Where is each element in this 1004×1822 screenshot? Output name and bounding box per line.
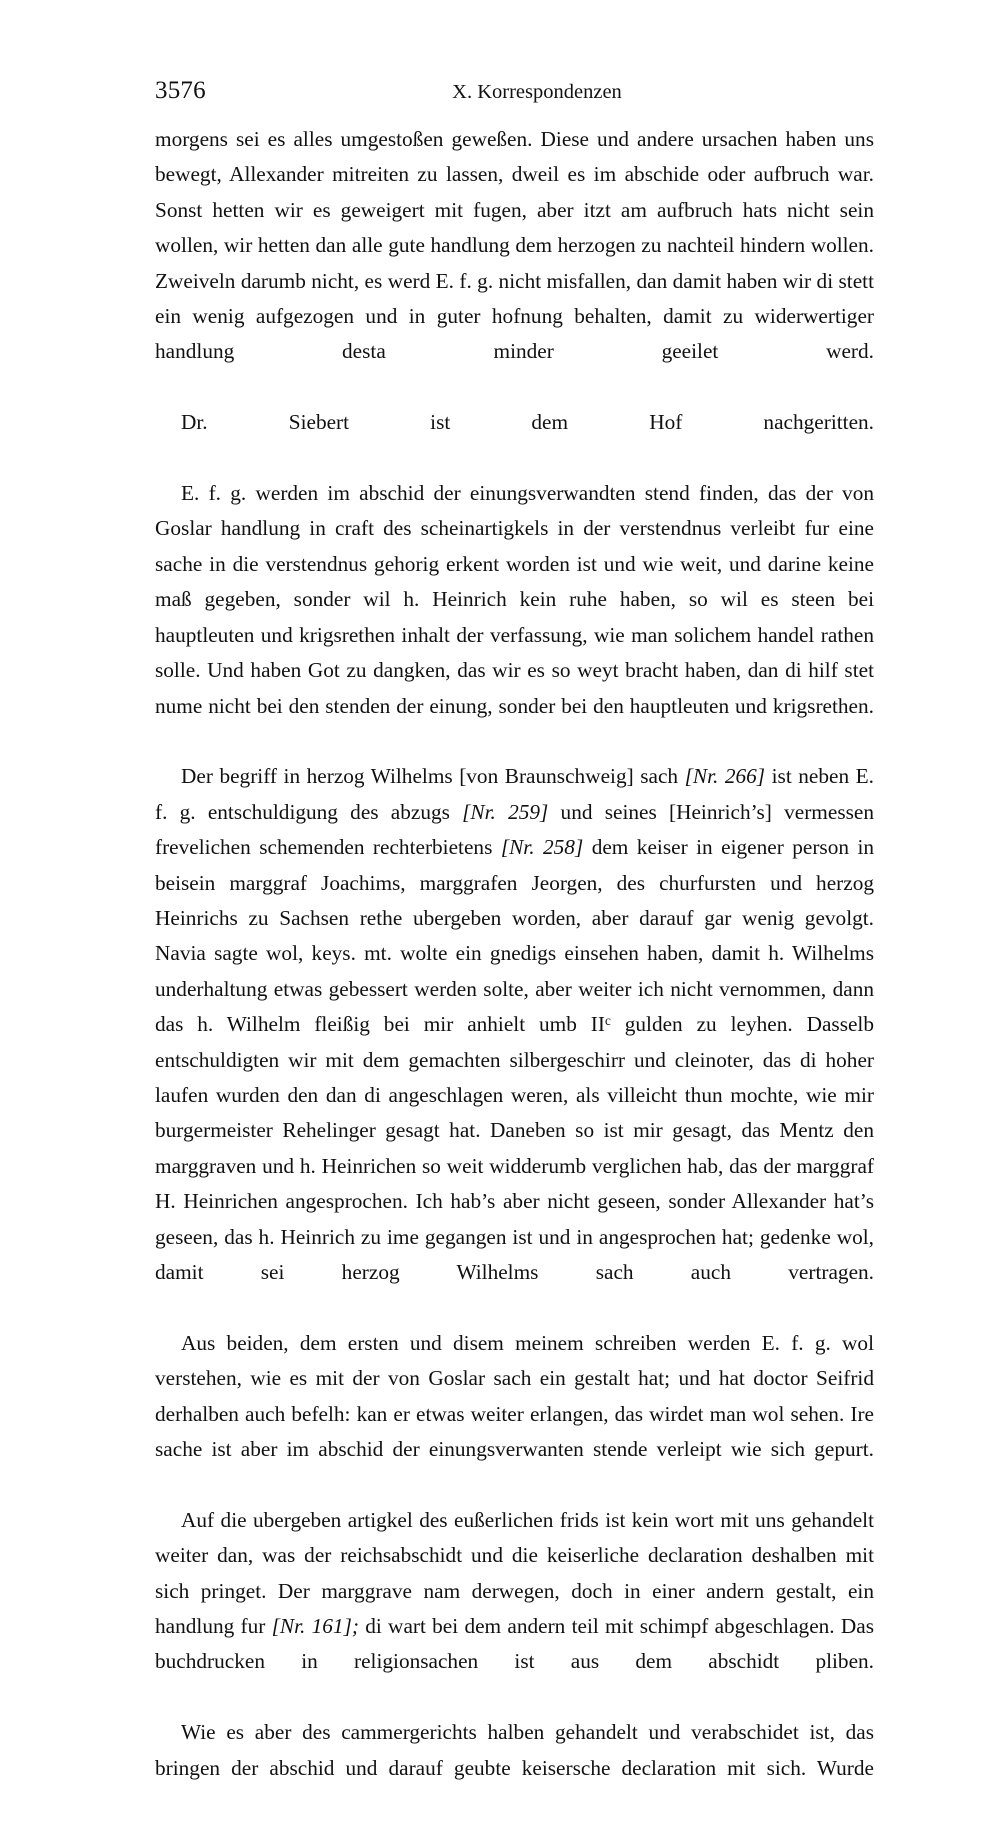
running-head [155, 76, 873, 106]
editorial-reference: [Nr. 266] [684, 764, 766, 789]
editorial-reference: [Nr. 259] [462, 799, 549, 824]
paragraph: Auf die ubergeben artigkel des eußerlichen frids ist kein wort mit uns gehandelt weiter dan, was der reichsabschidt und die keiserliche declaration deshalben mit sich pringet. Der marggrave nam derwegen, doch in einer andern gestalt, ein handlung fur [Nr. 161]; di wart bei dem andern teil mit schimpf abgeschlagen. Das buchdrucken in religionsachen ist aus dem abschidt pliben. [155, 1507, 874, 1674]
superscript-numeral-marker: c [604, 1013, 611, 1029]
paragraph: morgens sei es alles umgestoßen geweßen. Diese und andere ursachen haben uns bewegt, Allexander mitreiten zu lassen, dweil es im abschide oder aufbruch war. Sonst hetten wir es geweigert mit fugen, aber itzt am aufbruch hats nicht sein wollen, wir hetten dan alle gute handlung dem herzogen zu nachteil hindern wollen. Zweiveln darumb nicht, es werd E. f. g. nicht misfallen, dan damit haben wir di stett ein wenig aufgezogen und in guter hofnung behalten, damit zu widerwertiger handlung desta minder geeilet werd. [155, 127, 874, 364]
paragraph: Der begriff in herzog Wilhelms [von Braunschweig] sach [Nr. 266] ist neben E. f. g. entschuldigung des abzugs [Nr. 259] und seines [Heinrich’s] vermessen frevelichen schemenden rechterbietens [Nr. 258] dem keiser in eigener person in beisein marggraf Joachims, marggrafen Jeorgen, des churfursten und herzog Heinrichs zu Sachsen rethe ubergeben worden, aber darauf gar wenig gevolgt. Navia sagte wol, keys. mt. wolte ein gnedigs einsehen haben, damit h. Wilhelms underhaltung etwas gebessert werden solte, aber weiter ich nicht vernommen, dann das h. Wilhelm fleißig bei mir anhielt umb $II^c$ gulden zu leyhen. Dasselb entschuldigten wir mit dem gemachten silbergeschirr und cleinoter, das di hoher laufen wurden den dan di angeschlagen weren, als villeicht thun mochte, wie mir burgermeister Rehelinger gesagt hat. Daneben so ist mir gesagt, das Mentz den marggraven und h. Heinrichen so weit widderumb verglichen hab, das der marggraf H. Heinrichen angesprochen. Ich hab’s aber nicht geseen, sonder Allexander hat’s geseen, das h. Heinrich zu ime gegangen ist und in angesprochen hat; gedenke wol, damit sei herzog Wilhelms sach auch vertragen. [155, 764, 875, 1284]
paragraph: Dr. Siebert ist dem Hof nachgeritten. [181, 410, 874, 435]
editorial-reference: [Nr. 161]; [271, 1614, 359, 1639]
editorial-reference: [Nr. 258] [500, 835, 584, 860]
paragraph: E. f. g. werden im abschid der einungsverwandten stend finden, das der von Goslar handlung in craft des scheinartigkels in der verstendnus verleibt fur eine sache in die verstendnus gehorig erkent worden ist und wie weit, und darine keine maß gegeben, sonder wil h. Heinrich kein ruhe haben, so wil es steen bei hauptleuten und krigsrethen inhalt der verfassung, wie man solichem handel rathen solle. Und haben Got zu dangken, das wir es so weyt bracht haben, dan di hilf stet nume nicht bei den stenden der einung, sonder bei den hauptleuten und krigsrethen. [155, 481, 874, 718]
running-head-title: X. Korrespondenzen [452, 81, 622, 103]
paragraph: Aus beiden, dem ersten und disem meinem schreiben werden E. f. g. wol verstehen, wie es mit der von Goslar sach ein gestalt hat; und hat doctor Seifrid derhalben auch befelh: kan er etwas weiter erlangen, das wirdet man wol sehen. Ire sache ist aber im abschid der einungsverwanten stende verleipt wie sich gepurt. [155, 1330, 874, 1462]
paragraph: Wie es aber des cammergerichts halben gehandelt und verabschidet ist, das bringen der abschid und darauf geubte keisersche declaration mit sich. Wurde [155, 1720, 874, 1780]
body-text-column [155, 122, 874, 1822]
page-number: 3576 [155, 77, 206, 104]
